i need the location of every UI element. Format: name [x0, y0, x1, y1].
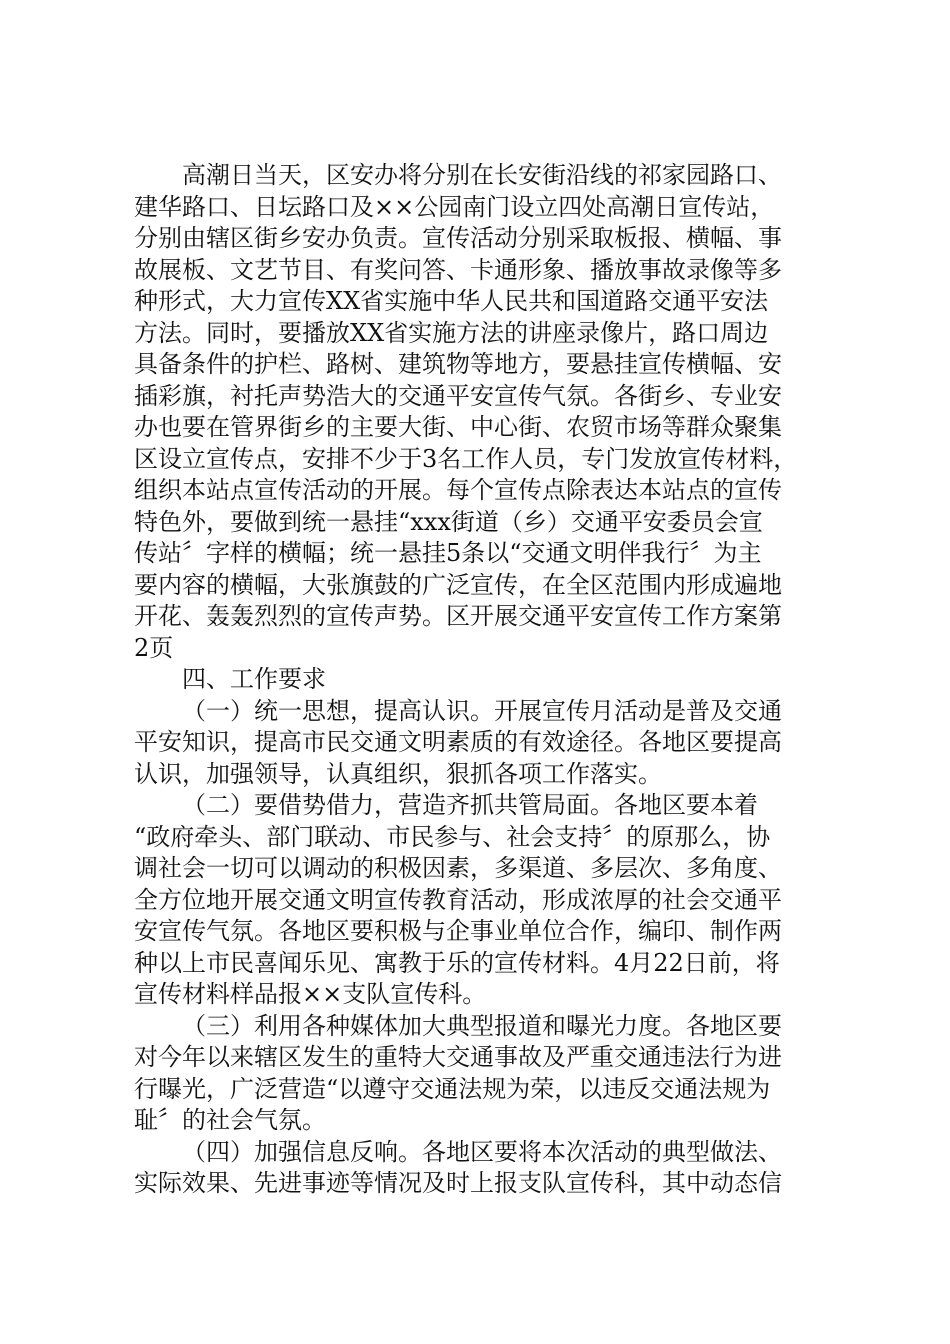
text-line: 种以上市民喜闻乐见、寓教于乐的宣传材料。4月22日前，将: [134, 948, 780, 977]
text-line: 耻〞的社会气氛。: [134, 1106, 326, 1134]
text-line: 要内容的横幅，大张旗鼓的广泛宣传，在全区范围内形成遍地: [134, 570, 782, 599]
text-line: 方法。同时，要播放XX省实施方法的讲座录像片，路口周边: [134, 318, 769, 347]
text-line: “政府牵头、部门联动、市民参与、社会支持〞的原那么，协: [134, 822, 771, 851]
text-line: 实际效果、先进事迹等情况及时上报支队宣传科，其中动态信: [134, 1169, 782, 1197]
text-line: （二）要借势借力，营造齐抓共管局面。各地区要本着: [182, 791, 758, 819]
text-line: 宣传材料样品报××支队宣传科。: [134, 980, 487, 1008]
text-line: 建华路口、日坛路口及××公园南门设立四处高潮日宣传站，: [134, 192, 775, 221]
text-line: 高潮日当天，区安办将分别在长安街沿线的祁家园路口、: [182, 161, 782, 189]
document-body: [134, 160, 836, 1200]
text-line: 2页: [134, 633, 174, 662]
text-line: 区设立宣传点，安排不少于3名工作人员，专门发放宣传材料，: [134, 444, 798, 473]
text-line: 办也要在管界街乡的主要大街、中心街、农贸市场等群众聚集: [134, 413, 782, 441]
text-line: 故展板、文艺节目、有奖问答、卡通形象、播放事故录像等多: [134, 255, 782, 284]
text-line: 传站〞字样的横幅；统一悬挂5条以“交通文明伴我行〞为主: [134, 539, 762, 567]
text-line: 具备条件的护栏、路树、建筑物等地方，要悬挂宣传横幅、安: [134, 350, 782, 378]
text-line: 对今年以来辖区发生的重特大交通事故及严重交通违法行为进: [134, 1043, 782, 1071]
text-line: （三）利用各种媒体加大典型报道和曝光力度。各地区要: [182, 1011, 782, 1040]
text-line: 认识，加强领导，认真组织，狠抓各项工作落实。: [134, 759, 662, 788]
text-line: 行曝光，广泛营造“以遵守交通法规为荣，以违反交通法规为: [134, 1074, 771, 1103]
text-line: （四）加强信息反响。各地区要将本次活动的典型做法、: [182, 1137, 782, 1166]
text-line: 四、工作要求: [182, 665, 326, 693]
text-line: 开花、轰轰烈烈的宣传声势。区开展交通平安宣传工作方案第: [134, 602, 782, 630]
text-line: （一）统一思想，提高认识。开展宣传月活动是普及交通: [182, 696, 782, 725]
text-line: 安宣传气氛。各地区要积极与企事业单位合作，编印、制作两: [134, 917, 782, 945]
text-line: 调社会一切可以调动的积极因素，多渠道、多层次、多角度、: [134, 854, 782, 882]
text-line: 组织本站点宣传活动的开展。每个宣传点除表达本站点的宣传: [134, 476, 782, 504]
text-line: 平安知识，提高市民交通文明素质的有效途径。各地区要提高: [134, 728, 782, 756]
text-line: 特色外，要做到统一悬挂“xxx街道（乡）交通平安委员会宣: [134, 507, 763, 536]
text-line: 插彩旗，衬托声势浩大的交通平安宣传气氛。各街乡、专业安: [134, 381, 782, 410]
text-line: 分别由辖区街乡安办负责。宣传活动分别采取板报、横幅、事: [134, 224, 782, 252]
text-line: 全方位地开展交通文明宣传教育活动，形成浓厚的社会交通平: [134, 885, 782, 914]
text-line: 种形式，大力宣传XX省实施中华人民共和国道路交通平安法: [134, 287, 769, 315]
